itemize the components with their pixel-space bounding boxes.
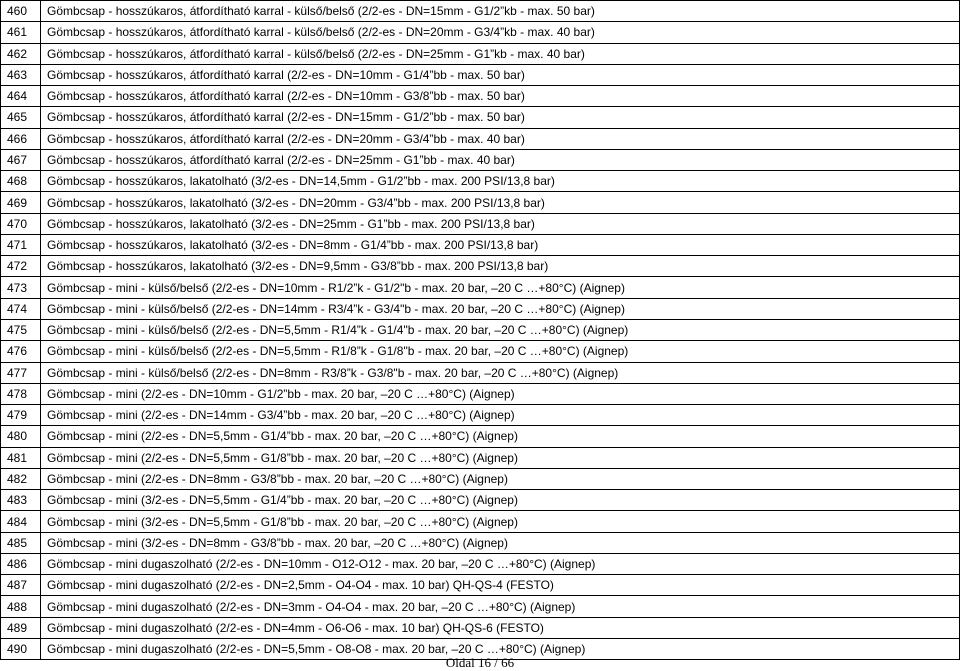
table-row [1,192,960,213]
item-description-cell: Gömbcsap - mini dugaszolható (2/2-es - DN=10mm - O12-O12 - max. 20 bar, –20 C …+80°C) (Aignep) [41,553,960,574]
item-number-cell: 472 [1,256,41,277]
table-row [1,171,960,192]
item-description-cell: Gömbcsap - mini - külső/belső (2/2-es - DN=10mm - R1/2”k - G1/2"b - max. 20 bar, –20 C …+80°C) (Aignep) [41,277,960,298]
table-row [1,532,960,553]
item-description-cell: Gömbcsap - mini (3/2-es - DN=5,5mm - G1/4”bb - max. 20 bar, –20 C …+80°C) (Aignep) [41,490,960,511]
table-row [1,362,960,383]
item-number-cell: 483 [1,490,41,511]
table-row [1,43,960,64]
item-description-cell: Gömbcsap - mini - külső/belső (2/2-es - DN=5,5mm - R1/4”k - G1/4"b - max. 20 bar, –20 C …+80°C) (Aignep) [41,319,960,340]
item-number-cell: 479 [1,405,41,426]
table-row [1,64,960,85]
item-number-cell: 484 [1,511,41,532]
table-row [1,553,960,574]
item-description-cell: Gömbcsap - mini - külső/belső (2/2-es - DN=5,5mm - R1/8”k - G1/8"b - max. 20 bar, –20 C …+80°C) (Aignep) [41,341,960,362]
item-description-cell: Gömbcsap - mini dugaszolható (2/2-es - DN=2,5mm - O4-O4 - max. 10 bar) QH-QS-4 (FESTO) [41,575,960,596]
table-row [1,405,960,426]
table-row [1,341,960,362]
item-description-cell: Gömbcsap - mini dugaszolható (2/2-es - DN=4mm - O6-O6 - max. 10 bar) QH-QS-6 (FESTO) [41,617,960,638]
item-description-cell: Gömbcsap - mini dugaszolható (2/2-es - DN=3mm - O4-O4 - max. 20 bar, –20 C …+80°C) (Aignep) [41,596,960,617]
item-number-cell: 470 [1,213,41,234]
item-description-cell: Gömbcsap - mini (3/2-es - DN=8mm - G3/8”bb - max. 20 bar, –20 C …+80°C) (Aignep) [41,532,960,553]
product-table-body [1,1,960,660]
item-description-cell: Gömbcsap - mini dugaszolható (2/2-es - DN=5,5mm - O8-O8 - max. 20 bar, –20 C …+80°C) (Aignep) [41,638,960,659]
item-number-cell: 471 [1,234,41,255]
table-row [1,149,960,170]
item-description-cell: Gömbcsap - mini (3/2-es - DN=5,5mm - G1/8”bb - max. 20 bar, –20 C …+80°C) (Aignep) [41,511,960,532]
page-footer [0,655,960,671]
item-number-cell: 478 [1,383,41,404]
item-number-cell: 476 [1,341,41,362]
item-description-cell: Gömbcsap - hosszúkaros, lakatolható (3/2-es - DN=25mm - G1”bb - max. 200 PSI/13,8 bar) [41,213,960,234]
table-row [1,319,960,340]
item-description-cell: Gömbcsap - hosszúkaros, lakatolható (3/2-es - DN=9,5mm - G3/8”bb - max. 200 PSI/13,8 bar) [41,256,960,277]
table-row [1,256,960,277]
item-description-cell: Gömbcsap - mini (2/2-es - DN=10mm - G1/2”bb - max. 20 bar, –20 C …+80°C) (Aignep) [41,383,960,404]
table-row [1,426,960,447]
item-number-cell: 488 [1,596,41,617]
item-description-cell: Gömbcsap - hosszúkaros, átfordítható karral - külső/belső (2/2-es - DN=25mm - G1”kb - max. 40 bar) [41,43,960,64]
table-row [1,511,960,532]
item-number-cell: 481 [1,447,41,468]
item-description-cell: Gömbcsap - mini - külső/belső (2/2-es - DN=8mm - R3/8”k - G3/8"b - max. 20 bar, –20 C …+80°C) (Aignep) [41,362,960,383]
item-description-cell: Gömbcsap - hosszúkaros, átfordítható karral (2/2-es - DN=15mm - G1/2”bb - max. 50 bar) [41,107,960,128]
item-description-cell: Gömbcsap - hosszúkaros, átfordítható karral (2/2-es - DN=10mm - G3/8”bb - max. 50 bar) [41,86,960,107]
item-description-cell: Gömbcsap - hosszúkaros, átfordítható karral (2/2-es - DN=20mm - G3/4”bb - max. 40 bar) [41,128,960,149]
table-row [1,383,960,404]
item-description-cell: Gömbcsap - hosszúkaros, átfordítható karral (2/2-es - DN=25mm - G1”bb - max. 40 bar) [41,149,960,170]
item-description-cell: Gömbcsap - hosszúkaros, lakatolható (3/2-es - DN=8mm - G1/4”bb - max. 200 PSI/13,8 bar) [41,234,960,255]
item-number-cell: 485 [1,532,41,553]
item-number-cell: 475 [1,319,41,340]
table-row [1,575,960,596]
item-description-cell: Gömbcsap - mini - külső/belső (2/2-es - DN=14mm - R3/4”k - G3/4"b - max. 20 bar, –20 C …+80°C) (Aignep) [41,298,960,319]
table-row [1,447,960,468]
item-number-cell: 461 [1,22,41,43]
item-description-cell: Gömbcsap - mini (2/2-es - DN=14mm - G3/4”bb - max. 20 bar, –20 C …+80°C) (Aignep) [41,405,960,426]
item-description-cell: Gömbcsap - hosszúkaros, lakatolható (3/2-es - DN=14,5mm - G1/2”bb - max. 200 PSI/13,8 bar) [41,171,960,192]
item-number-cell: 490 [1,638,41,659]
table-row [1,596,960,617]
table-row [1,22,960,43]
item-number-cell: 463 [1,64,41,85]
table-row [1,490,960,511]
table-row [1,213,960,234]
table-row [1,128,960,149]
table-row [1,468,960,489]
table-row [1,617,960,638]
item-number-cell: 465 [1,107,41,128]
item-number-cell: 486 [1,553,41,574]
item-number-cell: 462 [1,43,41,64]
item-number-cell: 477 [1,362,41,383]
item-number-cell: 460 [1,1,41,22]
table-row [1,107,960,128]
item-number-cell: 468 [1,171,41,192]
table-row [1,86,960,107]
item-number-cell: 467 [1,149,41,170]
item-number-cell: 480 [1,426,41,447]
item-description-cell: Gömbcsap - hosszúkaros, átfordítható karral - külső/belső (2/2-es - DN=15mm - G1/2”kb - max. 50 bar) [41,1,960,22]
table-row [1,277,960,298]
item-number-cell: 464 [1,86,41,107]
table-row [1,1,960,22]
item-description-cell: Gömbcsap - hosszúkaros, lakatolható (3/2-es - DN=20mm - G3/4”bb - max. 200 PSI/13,8 bar) [41,192,960,213]
table-row [1,298,960,319]
item-number-cell: 474 [1,298,41,319]
item-number-cell: 469 [1,192,41,213]
item-description-cell: Gömbcsap - hosszúkaros, átfordítható karral (2/2-es - DN=10mm - G1/4”bb - max. 50 bar) [41,64,960,85]
item-number-cell: 487 [1,575,41,596]
item-description-cell: Gömbcsap - mini (2/2-es - DN=5,5mm - G1/8”bb - max. 20 bar, –20 C …+80°C) (Aignep) [41,447,960,468]
item-number-cell: 473 [1,277,41,298]
item-description-cell: Gömbcsap - hosszúkaros, átfordítható karral - külső/belső (2/2-es - DN=20mm - G3/4”kb - max. 40 bar) [41,22,960,43]
page-number-label: Oldal 16 / 66 [445,655,515,670]
table-row [1,234,960,255]
item-number-cell: 489 [1,617,41,638]
item-description-cell: Gömbcsap - mini (2/2-es - DN=8mm - G3/8”bb - max. 20 bar, –20 C …+80°C) (Aignep) [41,468,960,489]
item-description-cell: Gömbcsap - mini (2/2-es - DN=5,5mm - G1/4”bb - max. 20 bar, –20 C …+80°C) (Aignep) [41,426,960,447]
item-number-cell: 482 [1,468,41,489]
item-number-cell: 466 [1,128,41,149]
